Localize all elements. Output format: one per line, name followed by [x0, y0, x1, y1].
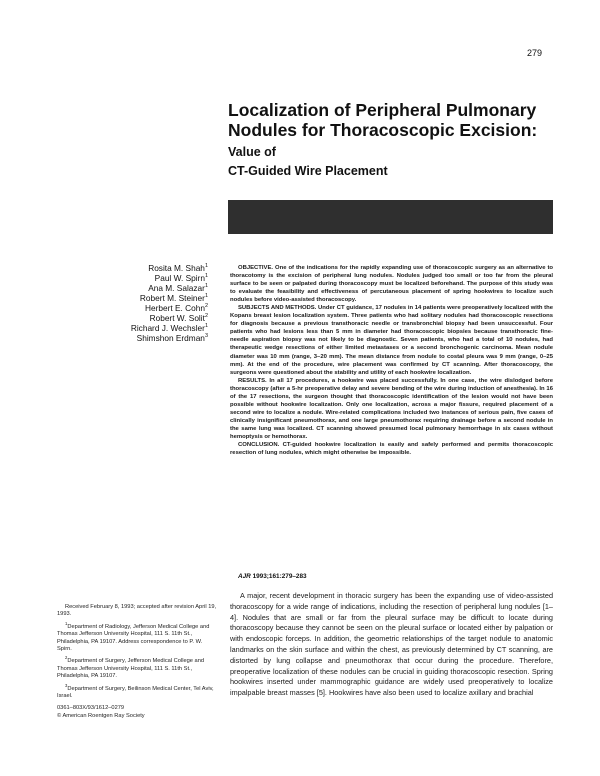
author: Richard J. Wechsler$^1$ — [130, 323, 208, 333]
footnote-affiliation: $^1$Department of Radiology, Jefferson Medical College and Thomas Jefferson University Hospital, 111 S. 11th St., Philadelphia, PA 19107. Address correspondence to P. W. Spirn. — [57, 620, 210, 653]
author: Shimshon Erdman$^3$ — [136, 333, 208, 343]
page-number: 279 — [526, 48, 542, 58]
author: Ana M. Salazar$^1$ — [148, 283, 208, 293]
citation: AJR 1993;161:279–283 — [238, 573, 307, 580]
footnote-received: Received February 8, 1993; accepted after revision April 19, 1993. — [57, 604, 217, 618]
body-text — [230, 591, 553, 699]
author: Herbert E. Cohn$^2$ — [144, 303, 208, 313]
abstract-objective: OBJECTIVE. One of the indications for the rapidly expanding use of thoracoscopic surgery as an alternative to thoracotomy is the excision of peripheral lung nodules. Nodules judged too small or too far from the pleural surface to be seen or palpated during thoracoscopy must be localized beforehand. The purpose of this study was to evaluate the feasibility and effectiveness of percutaneous placement of spring hookwires to localize such nodules before video-assisted thoracoscopy. — [230, 265, 553, 304]
body-paragraph: A major, recent development in thoracic surgery has been the expanding use of video-assisted thoracoscopy for a wide range of indications, including the resection of peripheral lung nodules [1–4]. Nodules that are small or far from the pleural surface may be difficult to locate during thoracoscopy because they cannot be seen on the pleural surface or located either by palpation or with endoscopic forceps. In addition, the geometric relationships of the target nodule to anatomic landmarks on the skin surface and within the chest, as previously determined by CT scanning, are distorted by lung collapse and pneumothorax that occur during the procedure. Therefore, preoperative localization of these nodules can be crucial in guiding thoracoscopic resection. Spring hookwires inserted under mammographic guidance are widely used preoperatively to localize impalpable breast masses [5]. Hookwires have also been used to localize axillary and brachial — [230, 591, 553, 698]
author-list — [131, 263, 208, 343]
footnote-affiliation: $^3$Department of Surgery, Beilinson Medical Center, Tel Aviv, Israel. — [57, 682, 214, 700]
abstract — [230, 264, 553, 457]
author: Robert W. Solit$^2$ — [149, 313, 208, 323]
abstract-conclusion: CONCLUSION. CT-guided hookwire localization is easily and safely performed and permits thoracoscopic resection of lung nodules, which might otherwise be impossible. — [230, 442, 553, 457]
decorative-bar — [228, 200, 553, 234]
footnote-affiliation: $^2$Department of Surgery, Jefferson Medical College and Thomas Jefferson University Hospital, 111 S. 11th St., Philadelphia, PA 19107. — [57, 655, 205, 680]
abstract-methods: SUBJECTS AND METHODS. Under CT guidance, 17 nodules in 14 patients were preoperatively localized with the Kopans breast lesion localization system. Three patients who had solitary nodules had thoracoscopic resections for diagnosis because a previous transthoracic needle or transbronchial biopsy had been unsuccessful. Four patients who had lesions less than 5 mm in diameter had thoracoscopic biopsies because transthoracic fine-needle aspiration biopsy was not likely to be diagnostic. Seven patients, who had a total of 10 nodules, had therapeutic wedge resections of either limited metastases or a second bronchogenic carcinoma. Mean nodule diameter was 10 mm (range, 3–20 mm). The mean distance from nodule to costal pleura was 9 mm (range, 0–25 mm). At the end of the procedure, wire placement was confirmed by CT scanning. After thoracoscopy, the surgeons were questioned about the stability and utility of each hookwire localization. — [230, 305, 553, 376]
author: Robert M. Steiner$^1$ — [139, 293, 208, 303]
author: Paul W. Spirn$^1$ — [154, 273, 208, 283]
title-inline: Value of — [228, 145, 276, 159]
footnotes — [57, 604, 217, 720]
footnote-issn: 0361–803X/93/1612–0279 © American Roentgen Ray Society — [57, 705, 145, 719]
title-subtitle: CT-Guided Wire Placement — [228, 164, 388, 178]
article-title — [228, 100, 548, 180]
title-main: Localization of Peripheral Pulmonary Nodules for Thoracoscopic Excision: — [228, 100, 538, 140]
abstract-results: RESULTS. In all 17 procedures, a hookwire was placed successfully. In one case, the wire dislodged before thoracoscopy (after a 5-hr preoperative delay and severe bending of the wire during induction of anesthesia). In 16 of the 17 resections, the surgeon thought that thoracoscopic identification of the lesion would not have been possible without hookwire localization. Only one localization, across a major fissure, required placement of a second wire to localize a nodule. Wire-related complications included two instances of serious pain, five cases of clinically insignificant pneumothorax, and one large pneumothorax requiring drainage before a second nodule in the same lung was localized. CT scanning showed presumed local pulmonary hemorrhage in six cases without hemoptysis or hemothorax. — [230, 377, 553, 440]
author: Rosita M. Shah$^1$ — [148, 263, 208, 273]
